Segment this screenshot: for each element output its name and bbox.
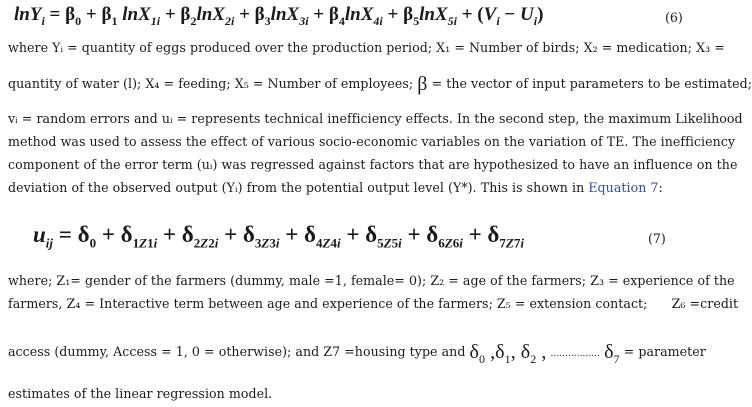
delta-symbols: $\delta_0$ $,\delta_1$, $\delta_2$ , [469,341,547,366]
equation-7-link[interactable]: Equation 7 [588,180,659,195]
paragraph-line: where; Z₁= gender of the farmers (dummy, male =1, female= 0); Z₂ = age of the farmers; Z₃ = experience of the [8,273,735,288]
paragraph-line: deviation of the observed output (Yᵢ) from the potential output level (Y*). This is shown in Equation 7: [8,180,663,195]
paragraph-line: quantity of water (l); X₄ = feeding; X₅ = Number of employees; β = the vector of input parameters to be estimated; [8,73,752,95]
paragraph-line: farmers, Z₄ = Interactive term between age and experience of the farmers; Z₅ = extension contact; Z₆ =credit [8,296,739,311]
paragraph-line: estimates of the linear regression model. [8,386,273,401]
equation-7: $u_{ij} = \delta_0 + \delta_{1Z1i} + \delta_{2Z2i} + \delta_{3Z3i} + \delta_{4Z4i} + \delta_{5Z5i} + \delta_{6Z6i} + \delta_{7Z7i}$ [33,222,524,251]
paragraph-line: vᵢ = random errors and uᵢ = represents technical inefficiency effects. In the second step, the maximum Likelihood [8,111,743,126]
equation-7-number: (7) [648,231,666,246]
paragraph-line: where Yᵢ = quantity of eggs produced over the production period; X₁ = Number of birds; X₂ = medication; X₃ = [8,40,725,55]
paragraph-line: method was used to assess the effect of various socio-economic variables on the variation of TE. The inefficiency [8,134,736,149]
paragraph-line: component of the error term (uᵢ) was regressed against factors that are hypothesized to have an influence on the [8,157,738,172]
paragraph-line: access (dummy, Access = 1, 0 = otherwise); and Z7 =housing type and $\delta_0$ $,\delta_1$, $\delta_2$ , ................. $\delta_7$ = parameter [8,341,706,366]
equation-6: $\ln Y_i = \beta_0 + \beta_1$ $\ln X_{1i} + \beta_2\ln X_{2i} + \beta_3\ln X_{3i} + \beta_4\ln X_{4i} + \beta_5\ln X_{5i} + (V_i - U_i)$ [14,4,544,28]
equation-6-number: (6) [665,10,683,25]
